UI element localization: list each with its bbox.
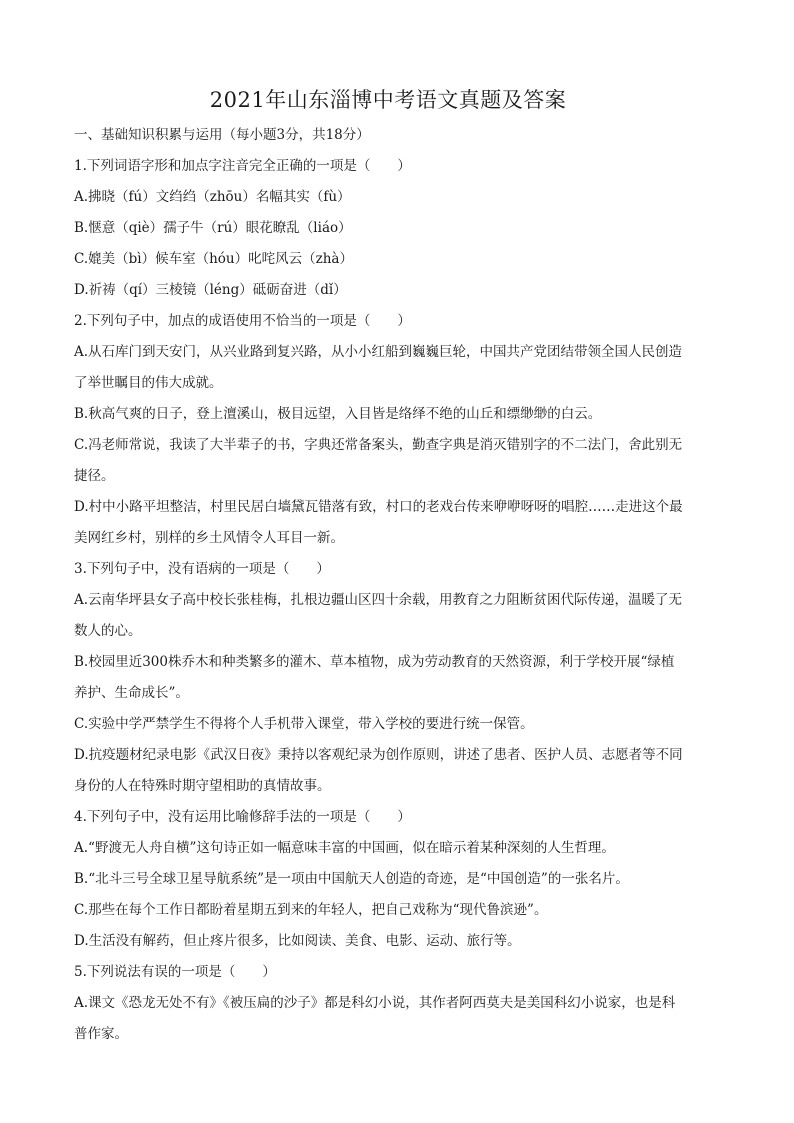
question-3-option-b-line-1: B.校园里近300株乔木和种类繁多的灌木、草本植物，成为劳动教育的天然资源，利于学校开展“绿植 bbox=[74, 654, 675, 670]
question-5-stem: 5.下列说法有误的一项是（ ） bbox=[74, 964, 276, 980]
question-2-stem: 2.下列句子中，加点的成语使用不恰当的一项是（ ） bbox=[74, 313, 411, 329]
question-1 bbox=[74, 151, 702, 306]
question-4-option-b: B.“北斗三号全球卫星导航系统”是一项由中国航天人创造的奇迹，是“中国创造”的一张名片。 bbox=[74, 871, 629, 887]
question-1-option-d: D.祈祷（qí）三棱镜（léng）砥砺奋进（dǐ） bbox=[74, 282, 347, 298]
question-2-option-d-line-2: 美网红乡村，别样的乡土风情令人耳目一新。 bbox=[74, 530, 344, 546]
question-4-option-a: A.“野渡无人舟自横”这句诗正如一幅意味丰富的中国画，似在暗示着某种深刻的人生哲理。 bbox=[74, 840, 615, 856]
question-4-option-c: C.那些在每个工作日都盼着星期五到来的年轻人，把自己戏称为“现代鲁滨逊”。 bbox=[74, 902, 548, 918]
question-2 bbox=[74, 306, 702, 554]
question-1-option-c: C.媲美（bì）候车室（hóu）叱咤风云（zhà） bbox=[74, 251, 353, 267]
question-4-option-d: D.生活没有解药，但止疼片很多，比如阅读、美食、电影、运动、旅行等。 bbox=[74, 933, 521, 949]
question-2-option-b: B.秋高气爽的日子，登上澶溪山，极目远望，入目皆是络绎不绝的山丘和缥缈缈的白云。 bbox=[74, 406, 602, 422]
question-2-option-a-line-1: A.从石库门到天安门，从兴业路到复兴路，从小小红船到巍巍巨轮，中国共产党团结带领全国人民创造 bbox=[74, 344, 683, 360]
question-2-option-c-line-1: C.冯老师常说，我读了大半辈子的书，字典还常备案头，勤查字典是消灭错别字的不二法门，舍此别无 bbox=[74, 437, 683, 453]
question-3 bbox=[74, 554, 702, 802]
question-3-stem: 3.下列句子中，没有语病的一项是（ ） bbox=[74, 561, 330, 577]
question-2-option-a-line-2: 了举世瞩目的伟大成就。 bbox=[74, 375, 223, 391]
question-3-option-a-line-2: 数人的心。 bbox=[74, 623, 142, 639]
question-3-option-d-line-2: 身份的人在特殊时期守望相助的真情故事。 bbox=[74, 778, 331, 794]
question-3-option-d-line-1: D.抗疫题材纪录电影《武汉日夜》秉持以客观纪录为创作原则，讲述了患者、医护人员、志愿者等不同 bbox=[74, 747, 683, 763]
question-5-option-a-line-1: A.课文《恐龙无处不有》《被压扁的沙子》都是科幻小说，其作者阿西莫夫是美国科幻小说家，也是科 bbox=[74, 995, 676, 1011]
page-title: 2021年山东淄博中考语文真题及答案 bbox=[209, 88, 567, 112]
question-4-stem: 4.下列句子中，没有运用比喻修辞手法的一项是（ ） bbox=[74, 809, 411, 825]
question-3-option-a-line-1: A.云南华坪县女子高中校长张桂梅，扎根边疆山区四十余载，用教育之力阻断贫困代际传递，温暖了无 bbox=[74, 592, 683, 608]
question-3-option-c: C.实验中学严禁学生不得将个人手机带入课堂，带入学校的要进行统一保管。 bbox=[74, 716, 534, 732]
question-5 bbox=[74, 957, 702, 1050]
question-2-option-c-line-2: 捷径。 bbox=[74, 468, 115, 484]
question-2-option-d-line-1: D.村中小路平坦整洁，村里民居白墙黛瓦错落有致，村口的老戏台传来咿咿呀呀的唱腔……走进这个最 bbox=[74, 499, 683, 515]
question-1-option-b: B.惬意（qiè）孺子牛（rú）眼花瞭乱（liáo） bbox=[74, 220, 352, 236]
section-heading-basic-knowledge: 一、基础知识积累与运用（每小题3分，共18分） bbox=[74, 127, 370, 143]
question-3-option-b-line-2: 养护、生命成长”。 bbox=[74, 685, 189, 701]
question-1-stem: 1.下列词语字形和加点字注音完全正确的一项是（ ） bbox=[74, 158, 411, 174]
question-4 bbox=[74, 802, 702, 957]
question-1-option-a: A.拂晓（fú）文绉绉（zhōu）名幅其实（fù） bbox=[74, 189, 351, 205]
question-5-option-a-line-2: 普作家。 bbox=[74, 1026, 128, 1042]
